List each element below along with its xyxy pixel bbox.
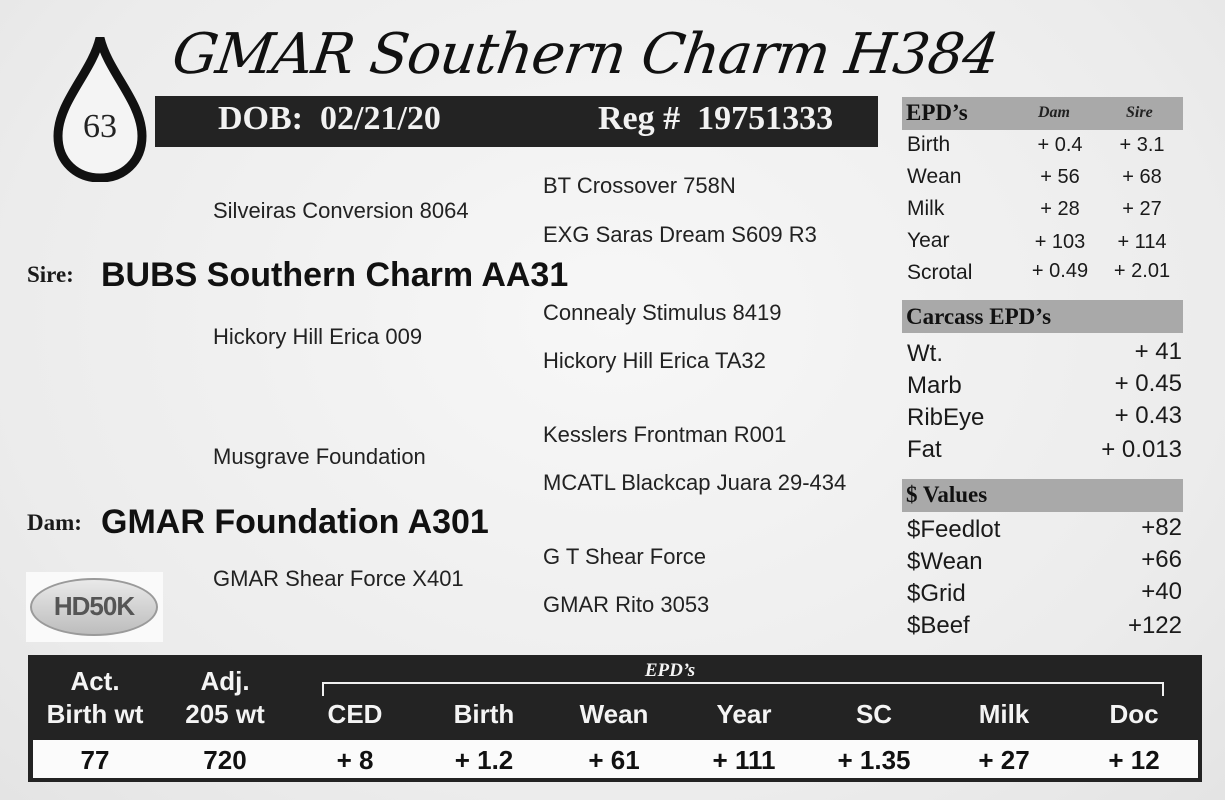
col-header-sc: SC — [855, 699, 893, 729]
sire-dam-sire: Connealy Stimulus 8419 — [543, 300, 782, 325]
value-label: $Feedlot — [907, 516, 1001, 543]
dob — [218, 100, 441, 138]
epd-caption: EPD’s — [644, 660, 696, 681]
epd-row-sire: + 114 — [1117, 231, 1167, 253]
sire-sire-sire: BT Crossover 758N — [543, 173, 736, 198]
carcass-value: + 0.43 — [1114, 402, 1182, 429]
epd-row-dam: + 103 — [1034, 231, 1086, 253]
carcass-label: Wt. — [907, 340, 943, 367]
hd50k-text: HD50K — [53, 591, 135, 621]
epd-row-label: Wean — [907, 165, 962, 188]
epd-row-sire: + 2.01 — [1113, 260, 1171, 282]
dam-sire-sire: Kesslers Frontman R001 — [543, 422, 787, 447]
dam-sire-dam: MCATL Blackcap Juara 29-434 — [543, 470, 847, 495]
water-drop-icon — [52, 32, 148, 182]
doc-value: + 12 — [1108, 745, 1160, 775]
sire-dam-dam: Hickory Hill Erica TA32 — [543, 348, 766, 373]
value-label: $Wean — [907, 548, 983, 575]
adj-header-1: Adj. — [200, 666, 250, 696]
value-amount: +82 — [1141, 514, 1182, 541]
sire-label: Sire: — [27, 262, 74, 287]
col-header-ced: CED — [327, 699, 383, 729]
epd-row-label: Scrotal — [907, 261, 973, 284]
dam-dam: GMAR Shear Force X401 — [213, 566, 464, 591]
dam-name: GMAR Foundation A301 — [101, 503, 489, 541]
epd-row-label: Birth — [907, 133, 951, 156]
carcass-value: + 0.013 — [1101, 436, 1182, 463]
reg-label: Reg # — [598, 100, 681, 137]
epd-row-sire: + 27 — [1122, 198, 1162, 220]
carcass-value: + 41 — [1134, 338, 1182, 365]
adj-header-2: 205 wt — [185, 699, 265, 729]
epd-row-dam: + 56 — [1040, 166, 1080, 188]
carcass-label: Fat — [907, 436, 942, 463]
reg-value: 19751333 — [697, 100, 834, 137]
wean-value: + 61 — [588, 745, 640, 775]
epd-row-dam: + 0.49 — [1031, 260, 1089, 282]
epd-bracket — [322, 682, 1164, 696]
value-amount: +122 — [1127, 612, 1182, 639]
sire-sire: Silveiras Conversion 8064 — [213, 198, 469, 223]
epd-row-dam: + 28 — [1040, 198, 1080, 220]
carcass-title: Carcass EPD’s — [906, 304, 1052, 329]
col-header-milk: Milk — [978, 699, 1030, 729]
dob-label: DOB: — [218, 100, 303, 137]
epd-col-dam: Dam — [1038, 104, 1070, 121]
ced-value: + 8 — [336, 745, 374, 775]
value-label: $Grid — [907, 580, 966, 607]
epd-row-label: Milk — [907, 197, 945, 220]
value-label: $Beef — [907, 612, 970, 639]
col-header-birth: Birth — [453, 699, 515, 729]
carcass-value: + 0.45 — [1114, 370, 1182, 397]
act-bw-value: 77 — [80, 745, 110, 775]
dam-dam-dam: GMAR Rito 3053 — [543, 592, 710, 617]
birth-value: + 1.2 — [454, 745, 514, 775]
act-bw-header-1: Act. — [70, 666, 120, 696]
sire-dam: Hickory Hill Erica 009 — [213, 324, 423, 349]
col-header-doc: Doc — [1109, 699, 1159, 729]
year-value: + 111 — [712, 745, 776, 775]
epd-row-sire: + 3.1 — [1119, 134, 1165, 156]
col-header-year: Year — [716, 699, 772, 729]
adj-205-value: 720 — [203, 745, 247, 775]
epd-col-sire: Sire — [1126, 104, 1153, 121]
values-title: $ Values — [906, 482, 988, 507]
sc-value: + 1.35 — [837, 745, 911, 775]
tag-number: 63 — [83, 108, 117, 145]
dob-value: 02/21/20 — [320, 100, 441, 137]
epd-row-sire: + 68 — [1122, 166, 1162, 188]
col-header-wean: Wean — [579, 699, 649, 729]
registration — [598, 100, 833, 138]
epd-title: EPD’s — [906, 100, 968, 125]
carcass-label: Marb — [907, 372, 962, 399]
value-amount: +40 — [1141, 578, 1182, 605]
sire-sire-dam: EXG Saras Dream S609 R3 — [543, 222, 817, 247]
dam-dam-sire: G T Shear Force — [543, 544, 707, 569]
epd-row-label: Year — [907, 229, 950, 252]
animal-name: GMAR Southern Charm H384 — [168, 22, 1003, 87]
value-amount: +66 — [1141, 546, 1182, 573]
milk-value: + 27 — [978, 745, 1030, 775]
carcass-label: RibEye — [907, 404, 985, 431]
epd-row-dam: + 0.4 — [1037, 134, 1083, 156]
sire-name: BUBS Southern Charm AA31 — [101, 256, 569, 294]
dam-label: Dam: — [27, 510, 82, 535]
act-bw-header-2: Birth wt — [46, 699, 144, 729]
dam-sire: Musgrave Foundation — [213, 444, 426, 469]
